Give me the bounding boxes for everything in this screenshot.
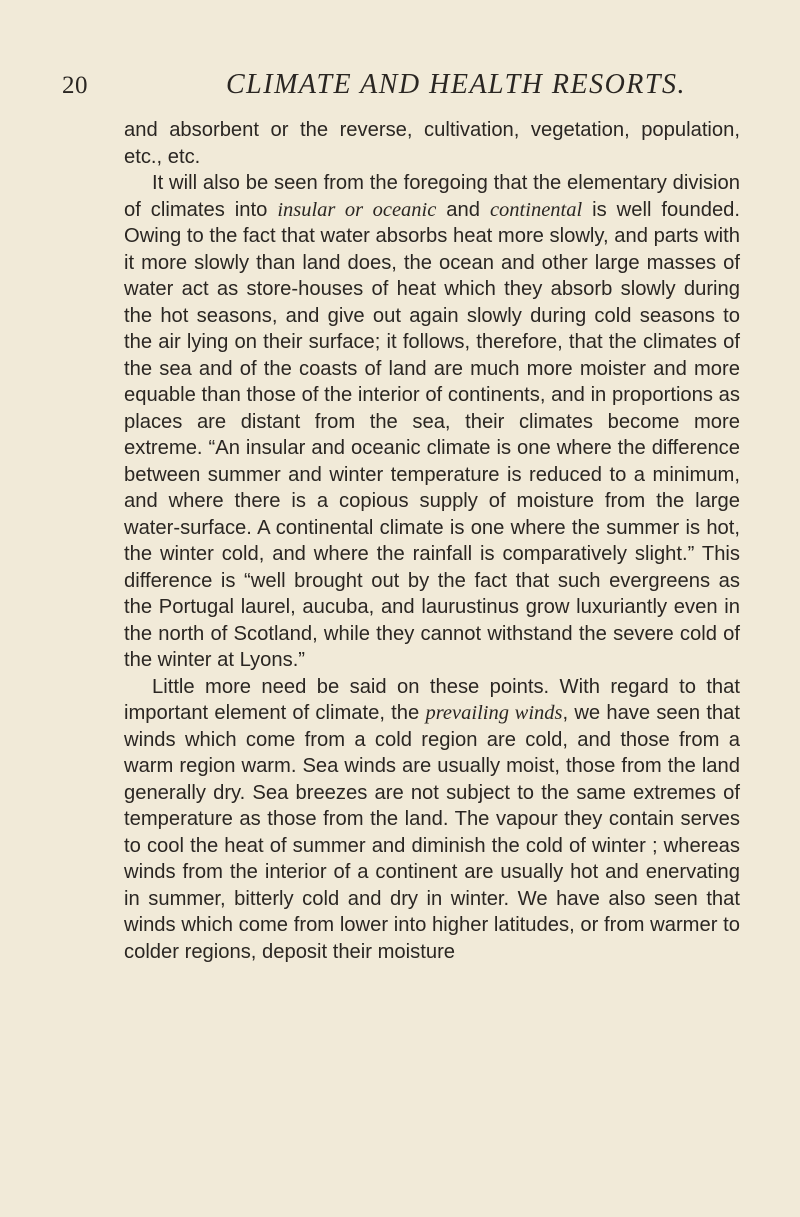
paragraph-3	[124, 674, 740, 966]
text-segment: It will also be seen from the foregoing that the elementary division of climates into	[124, 172, 740, 221]
paragraph-2	[124, 170, 740, 674]
paragraph-1	[124, 117, 740, 170]
text-segment: and	[436, 198, 490, 221]
italic-term-continental: continental	[489, 198, 583, 221]
text-segment: Little more need be said on these points. With regard to that important element of climate, the	[124, 675, 740, 724]
italic-term-insular-or-oceanic: insular or oceanic	[277, 198, 437, 221]
text-segment: , we have seen that winds which come from a cold region are cold, and those from a warm region warm. Sea winds are usually moist, those from the land generally dry. Sea breezes are not subject to the same extremes of temperature as those from the land. The vapour they contain serves to cool the heat of summer and diminish the cold of winter ; whereas winds from the interior of a continent are usually hot and enervating in summer, bitterly cold and dry in winter. We have also seen that winds which come from lower into higher latitudes, or from warmer to colder regions, deposit their moisture	[124, 702, 740, 963]
text-segment: is well founded. Owing to the fact that water absorbs heat more slowly, and parts with it more slowly than land does, the ocean and other large masses of water act as store-houses of heat which they absorb slowly during the hot seasons, and give out again slowly during cold seasons to the air lying on their surface; it follows, therefore, that the climates of the sea and of the coasts of land are much more moister and more equable than those of the interior of continents, and in proportions as places are distant from the sea, their climates become more extreme. “An insular and oceanic climate is one where the difference between summer and winter temperature is reduced to a minimum, and where there is a copious supply of moisture from the large water-surface. A continental climate is one where the summer is hot, the winter cold, and where the rainfall is comparatively slight.” This difference is “well brought out by the fact that such evergreens as the Portugal laurel, aucuba, and laurustinus grow luxuriantly even in the north of Scotland, while they cannot withstand the severe cold of the winter at Lyons.”	[124, 198, 741, 671]
running-title: CLIMATE AND HEALTH RESORTS.	[226, 69, 686, 100]
italic-term-prevailing-winds: prevailing winds	[425, 702, 563, 724]
page-number: 20	[62, 72, 88, 99]
body-text	[124, 117, 740, 965]
running-header	[62, 66, 762, 106]
text-segment: and absorbent or the reverse, cultivation, vegetation, population, etc., etc.	[124, 119, 740, 168]
